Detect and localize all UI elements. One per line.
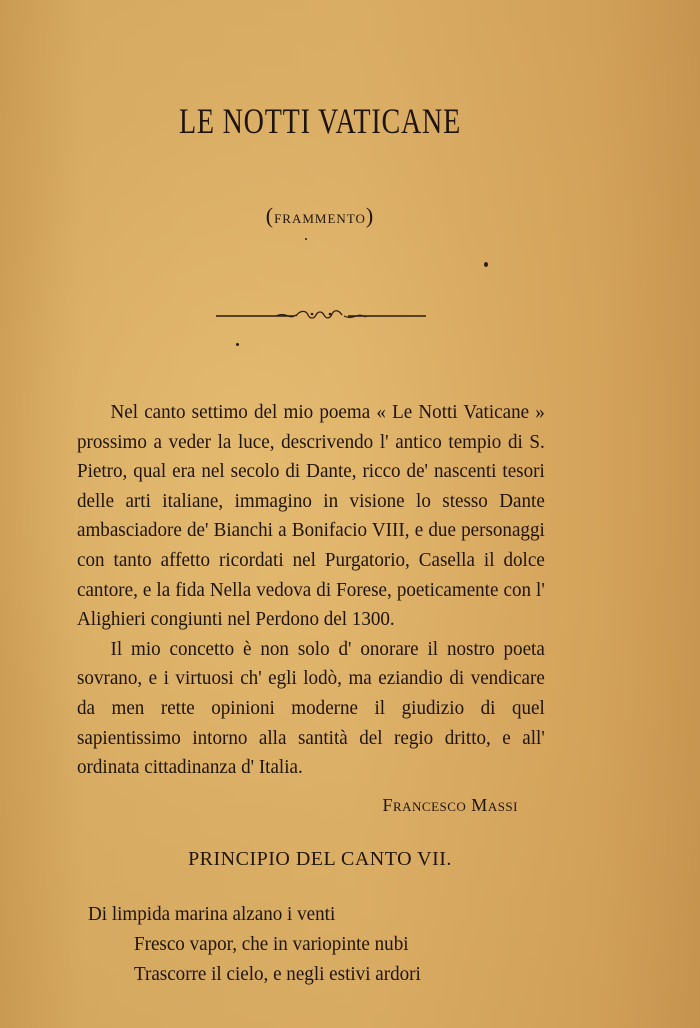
verse-line: Trascorre il cielo, e negli estivi ardori: [134, 963, 421, 985]
decorative-rule-icon: [216, 308, 426, 324]
page-title: LE NOTTI VATICANE: [178, 101, 462, 141]
paper-speck: [484, 262, 488, 267]
subtitle-text: frammento: [274, 207, 366, 227]
intro-paragraph-1: Nel canto settimo del mio poema « Le Notti Vaticane » prossimo a veder la luce, descrivendo l' antico tempio di S. Pietro, qual era nel secolo di Dante, ricco de' nascenti tesori delle arti italiane, immagino in visione lo stesso Dante ambasciadore de' Bianchi a Bonifacio VIII, e due personaggi con tanto affetto ricordati nel Purgatorio, Casella il dolce cantore, e la fida Nella vedova di Forese, poeticamente con l' Alighieri congiunti nel Perdono del 1300.: [77, 401, 545, 631]
author-signature: Francesco Massi: [382, 795, 518, 815]
paper-speck: [305, 238, 307, 240]
verse-line: Fresco vapor, che in variopinte nubi: [134, 933, 409, 955]
introduction-text: [77, 398, 545, 783]
intro-paragraph-2: Il mio concetto è non solo d' onorare il nostro poeta sovrano, e i virtuosi ch' egli lodò, ma eziandio di vendicare da men rette opinioni moderne il giudizio di quel sapientissimo intorno alla santità del regio dritto, e all' ordinata cittadinanza d' Italia.: [77, 637, 545, 779]
paper-speck: [236, 343, 239, 346]
section-title: PRINCIPIO DEL CANTO VII.: [188, 848, 452, 870]
verse-line: Di limpida marina alzano i venti: [88, 903, 336, 925]
page-subtitle: (frammento): [265, 203, 375, 228]
